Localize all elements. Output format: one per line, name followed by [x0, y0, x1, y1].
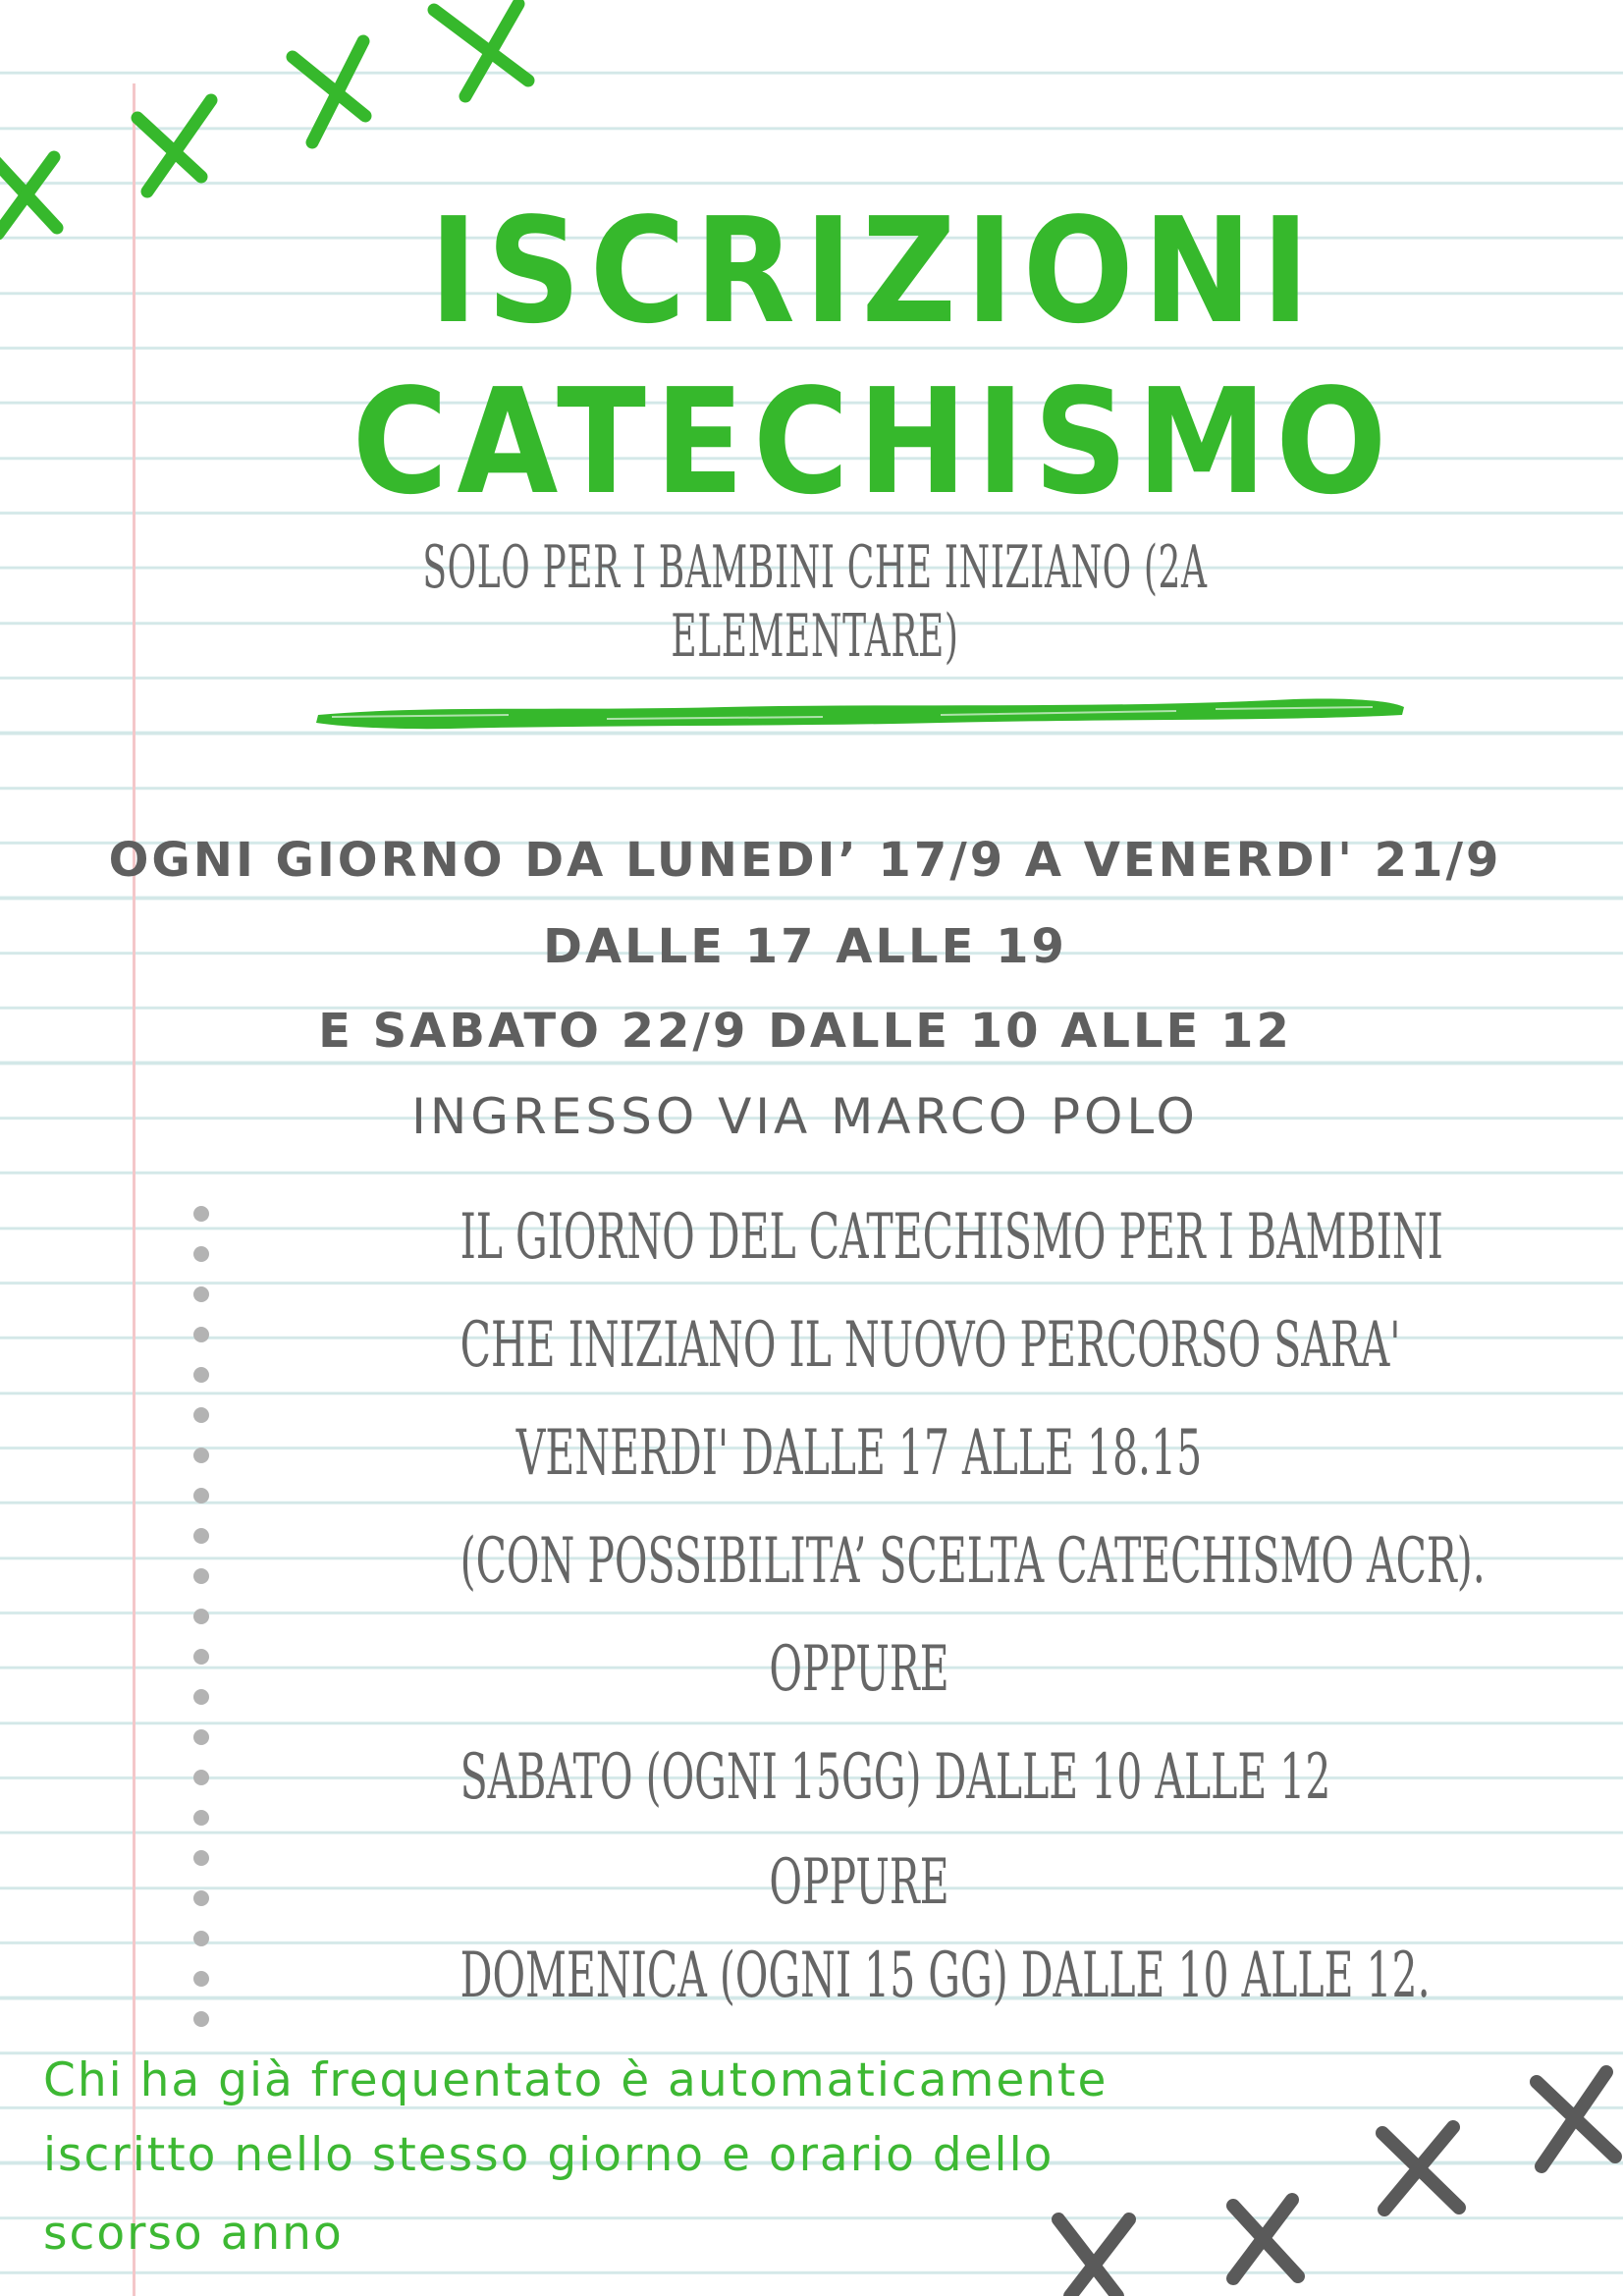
- footer-line: Chi ha già frequentato è automaticamente: [43, 2053, 1109, 2107]
- schedule-line-2: DALLE 17 ALLE 19: [543, 919, 1067, 974]
- detail-line: IL GIORNO DEL CATECHISMO PER I BAMBINI: [460, 1201, 1443, 1274]
- x-mark-icon: [293, 41, 365, 142]
- detail-line: VENERDI' DALLE 17 ALLE 18.15: [515, 1417, 1203, 1490]
- gray-x-marks-decoration: [1041, 2062, 1623, 2296]
- brush-stroke-divider: [312, 685, 1410, 737]
- x-mark-icon: [434, 4, 528, 96]
- subtitle: SOLO PER I BAMBINI CHE INIZIANO (2A ELEMENTARE): [422, 533, 1208, 671]
- x-mark-icon: [137, 100, 211, 191]
- title-line-2: CATECHISMO: [352, 357, 1396, 526]
- x-mark-icon: [1537, 2072, 1615, 2166]
- detail-line: CHE INIZIANO IL NUOVO PERCORSO SARA': [460, 1309, 1401, 1382]
- detail-line: DOMENICA (OGNI 15 GG) DALLE 10 ALLE 12.: [460, 1940, 1431, 2012]
- detail-line: OPPURE: [769, 1846, 949, 1919]
- entrance-text: INGRESSO VIA MARCO POLO: [411, 1088, 1199, 1145]
- detail-line: SABATO (OGNI 15GG) DALLE 10 ALLE 12: [460, 1741, 1331, 1814]
- schedule-line-1: OGNI GIORNO DA LUNEDI’ 17/9 A VENERDI' 21/9: [108, 833, 1502, 888]
- x-mark-icon: [1058, 2219, 1129, 2296]
- x-mark-icon: [0, 157, 57, 234]
- footer-line: scorso anno: [43, 2207, 344, 2261]
- x-mark-icon: [1382, 2127, 1459, 2210]
- dotted-separator: [193, 1206, 213, 2051]
- schedule-line-3: E SABATO 22/9 DALLE 10 ALLE 12: [318, 1004, 1292, 1059]
- notebook-margin-line: [133, 83, 135, 2296]
- title-line-1: ISCRIZIONI: [429, 187, 1319, 355]
- detail-line: (CON POSSIBILITA’ SCELTA CATECHISMO ACR).: [460, 1525, 1486, 1598]
- footer-line: iscritto nello stesso giorno e orario dello: [43, 2128, 1055, 2182]
- x-mark-icon: [1233, 2200, 1298, 2278]
- detail-line: OPPURE: [769, 1633, 949, 1706]
